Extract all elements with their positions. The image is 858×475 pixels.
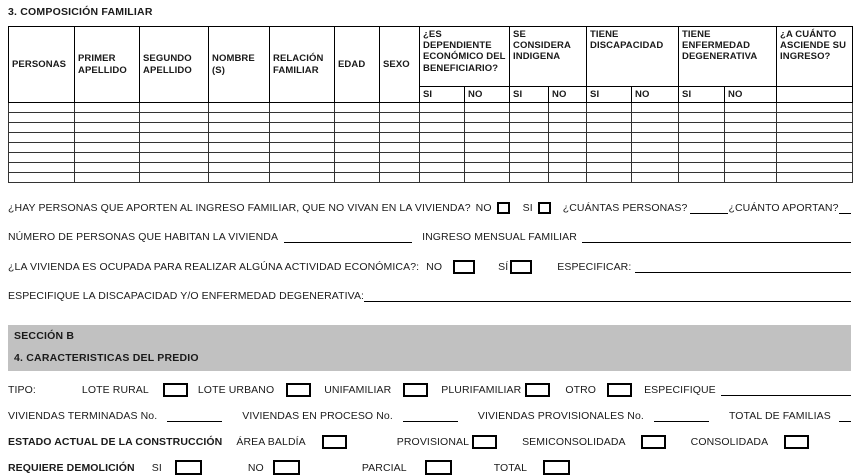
subheader-no: NO (549, 87, 587, 103)
table-cell[interactable] (9, 143, 75, 153)
col-header-ingreso: ¿A CUÁNTO ASCIENDE SU INGRESO? (777, 27, 853, 87)
table-cell[interactable] (75, 163, 140, 173)
demolicion-no-label: NO (247, 461, 264, 474)
table-empty-row (9, 123, 853, 133)
table-cell[interactable] (380, 103, 420, 113)
lote-rural-label: LOTE RURAL (81, 384, 149, 397)
input-line-total-familias[interactable] (839, 410, 851, 422)
table-cell[interactable] (510, 173, 549, 183)
table-empty-row (9, 173, 853, 183)
table-cell[interactable] (725, 143, 777, 153)
table-cell[interactable] (140, 133, 209, 143)
checkbox-aportan-no[interactable] (497, 202, 510, 214)
table-cell[interactable] (335, 143, 380, 153)
table-cell[interactable] (75, 113, 140, 123)
subheader-si: SI (510, 87, 549, 103)
unifamiliar-label: UNIFAMILIAR (324, 384, 392, 397)
especifique-label: ESPECIFIQUE (644, 384, 716, 397)
table-cell[interactable] (140, 163, 209, 173)
col-header-personas: PERSONAS (9, 27, 75, 103)
table-cell[interactable] (587, 173, 632, 183)
demolicion-parcial-label: PARCIAL (361, 461, 407, 474)
table-cell[interactable] (587, 163, 632, 173)
table-cell[interactable] (140, 153, 209, 163)
table-cell[interactable] (725, 173, 777, 183)
table-cell[interactable] (549, 133, 587, 143)
table-cell[interactable] (335, 173, 380, 183)
section-3-title: 3. COMPOSICIÓN FAMILIAR (8, 6, 153, 18)
tipo-label: TIPO: (8, 384, 36, 397)
requiere-demolicion-row (8, 460, 851, 475)
table-cell[interactable] (140, 173, 209, 183)
table-cell[interactable] (679, 113, 725, 123)
table-cell[interactable] (140, 123, 209, 133)
col-header-sexo: SEXO (380, 27, 420, 103)
table-cell[interactable] (465, 103, 510, 113)
table-cell[interactable] (335, 163, 380, 173)
table-cell[interactable] (380, 153, 420, 163)
table-cell[interactable] (270, 123, 335, 133)
table-cell[interactable] (75, 143, 140, 153)
table-cell[interactable] (777, 123, 853, 133)
table-cell[interactable] (140, 143, 209, 153)
table-cell[interactable] (465, 123, 510, 133)
table-cell[interactable] (420, 133, 465, 143)
table-cell[interactable] (380, 133, 420, 143)
section-b-band (8, 325, 851, 371)
table-cell[interactable] (679, 173, 725, 183)
question-actividad-label: ¿LA VIVIENDA ES OCUPADA PARA REALIZAR ALGÚNA ACTIVIDAD ECONÓMICA?: (8, 261, 420, 274)
table-cell[interactable] (679, 143, 725, 153)
table-cell[interactable] (9, 163, 75, 173)
col-header-primer-apellido: PRIMER APELLIDO (75, 27, 140, 103)
table-cell[interactable] (777, 163, 853, 173)
table-cell[interactable] (725, 113, 777, 123)
especifique-discapacidad-label: ESPECIFIQUE LA DISCAPACIDAD Y/O ENFERMEDAD DEGENERATIVA: (8, 290, 365, 303)
input-line-cuantas-personas[interactable] (690, 202, 728, 214)
question-discapacidad-row (8, 289, 851, 303)
table-cell[interactable] (549, 103, 587, 113)
col-header-se-considera-indigena: SE CONSIDERA INDIGENA (510, 27, 587, 87)
checkbox-semiconsolidada[interactable] (641, 435, 666, 449)
checkbox-aportan-si[interactable] (538, 202, 551, 214)
table-cell[interactable] (420, 123, 465, 133)
viviendas-provisionales-label: VIVIENDAS PROVISIONALES No. (477, 410, 644, 423)
table-cell[interactable] (679, 123, 725, 133)
checkbox-consolidada[interactable] (784, 435, 809, 449)
subheader-no: NO (725, 87, 777, 103)
table-cell[interactable] (209, 103, 270, 113)
area-baldia-label: ÁREA BALDÍA (236, 436, 306, 449)
checkbox-plurifamiliar[interactable] (525, 383, 550, 397)
table-cell[interactable] (549, 143, 587, 153)
demolicion-si-label: SI (151, 461, 162, 474)
table-empty-row (9, 133, 853, 143)
input-line-viviendas-proceso[interactable] (403, 410, 458, 422)
table-empty-row (9, 103, 853, 113)
col-header-tiene-discapacidad: TIENE DISCAPACIDAD (587, 27, 679, 87)
table-cell[interactable] (380, 163, 420, 173)
table-cell[interactable] (510, 103, 549, 113)
actividad-si-label: SÍ (498, 261, 509, 274)
table-cell[interactable] (632, 103, 679, 113)
question-actividad-row (8, 260, 851, 274)
table-cell[interactable] (465, 173, 510, 183)
table-cell[interactable] (420, 153, 465, 163)
input-line-cuanto-aportan[interactable] (839, 202, 851, 214)
checkbox-demolicion-parcial[interactable] (425, 460, 452, 475)
table-cell[interactable] (465, 153, 510, 163)
checkbox-demolicion-no[interactable] (273, 460, 300, 475)
checkbox-otro[interactable] (607, 383, 632, 397)
table-cell[interactable] (335, 123, 380, 133)
table-cell[interactable] (75, 133, 140, 143)
table-empty-row (9, 163, 853, 173)
subheader-si: SI (420, 87, 465, 103)
viviendas-proceso-label: VIVIENDAS EN PROCESO No. (242, 410, 393, 423)
cuantas-personas-label: ¿CUÁNTAS PERSONAS? (562, 202, 688, 215)
table-cell[interactable] (465, 143, 510, 153)
family-composition-table (8, 26, 853, 183)
table-cell[interactable] (465, 113, 510, 123)
checkbox-demolicion-si[interactable] (175, 460, 202, 475)
table-cell[interactable] (725, 133, 777, 143)
table-cell[interactable] (335, 133, 380, 143)
table-cell[interactable] (510, 113, 549, 123)
input-line-discapacidad[interactable] (364, 290, 851, 302)
table-cell[interactable] (335, 103, 380, 113)
checkbox-lote-rural[interactable] (163, 383, 188, 397)
table-cell[interactable] (9, 113, 75, 123)
table-cell[interactable] (587, 103, 632, 113)
total-familias-label: TOTAL DE FAMILIAS (728, 410, 831, 423)
col-header-nombres: NOMBRE (S) (209, 27, 270, 103)
table-cell[interactable] (632, 143, 679, 153)
table-cell[interactable] (549, 113, 587, 123)
table-cell[interactable] (587, 113, 632, 123)
checkbox-actividad-si[interactable] (510, 260, 532, 274)
table-cell[interactable] (9, 133, 75, 143)
tipo-row (8, 383, 851, 397)
checkbox-unifamiliar[interactable] (403, 383, 428, 397)
input-line-ingreso-mensual[interactable] (582, 231, 851, 243)
table-cell[interactable] (270, 143, 335, 153)
table-cell[interactable] (209, 163, 270, 173)
table-cell[interactable] (75, 173, 140, 183)
requiere-demolicion-label: REQUIERE DEMOLICIÓN (8, 461, 135, 474)
table-cell[interactable] (510, 133, 549, 143)
table-cell[interactable] (777, 103, 853, 113)
table-cell[interactable] (679, 153, 725, 163)
table-cell[interactable] (9, 173, 75, 183)
table-cell[interactable] (510, 123, 549, 133)
table-cell[interactable] (140, 103, 209, 113)
input-line-numero-personas[interactable] (284, 231, 412, 243)
table-cell[interactable] (587, 123, 632, 133)
table-cell[interactable] (632, 173, 679, 183)
table-cell[interactable] (777, 153, 853, 163)
col-header-dependiente-economico: ¿ES DEPENDIENTE ECONÓMICO DEL BENEFICIARIO? (420, 27, 510, 87)
col-header-segundo-apellido: SEGUNDO APELLIDO (140, 27, 209, 103)
checkbox-provisional[interactable] (472, 435, 497, 449)
table-cell[interactable] (549, 163, 587, 173)
table-cell[interactable] (270, 153, 335, 163)
table-cell[interactable] (465, 133, 510, 143)
table-cell[interactable] (270, 103, 335, 113)
subheader-ingreso-empty (777, 87, 853, 103)
table-cell[interactable] (632, 153, 679, 163)
subheader-si: SI (679, 87, 725, 103)
lote-urbano-label: LOTE URBANO (197, 384, 275, 397)
table-cell[interactable] (209, 113, 270, 123)
table-cell[interactable] (270, 113, 335, 123)
table-cell[interactable] (9, 153, 75, 163)
section-4-title: 4. CARACTERISTICAS DEL PREDIO (14, 352, 199, 365)
table-cell[interactable] (679, 163, 725, 173)
table-cell[interactable] (380, 113, 420, 123)
table-cell[interactable] (632, 163, 679, 173)
table-cell[interactable] (420, 143, 465, 153)
table-cell[interactable] (209, 123, 270, 133)
table-cell[interactable] (75, 123, 140, 133)
table-cell[interactable] (209, 143, 270, 153)
checkbox-lote-urbano[interactable] (286, 383, 311, 397)
table-cell[interactable] (465, 163, 510, 173)
table-cell[interactable] (725, 163, 777, 173)
actividad-no-label: NO (426, 261, 443, 274)
semiconsolidada-label: SEMICONSOLIDADA (522, 436, 626, 449)
table-cell[interactable] (510, 153, 549, 163)
especificar-label: ESPECIFICAR: (557, 261, 632, 274)
question-aportan-label: ¿HAY PERSONAS QUE APORTEN AL INGRESO FAMILIAR, QUE NO VIVAN EN LA VIVIENDA? (8, 202, 471, 215)
provisional-label: PROVISIONAL (396, 436, 470, 449)
demolicion-total-label: TOTAL (493, 461, 528, 474)
subheader-no: NO (632, 87, 679, 103)
table-cell[interactable] (270, 173, 335, 183)
table-cell[interactable] (725, 153, 777, 163)
table-cell[interactable] (777, 173, 853, 183)
input-line-viviendas-provisionales[interactable] (654, 410, 709, 422)
otro-label: OTRO (565, 384, 597, 397)
ingreso-mensual-label: INGRESO MENSUAL FAMILIAR (422, 231, 577, 244)
col-header-edad: EDAD (335, 27, 380, 103)
section-b-title: SECCIÓN B (14, 330, 75, 343)
table-empty-row (9, 113, 853, 123)
subheader-no: NO (465, 87, 510, 103)
table-cell[interactable] (75, 103, 140, 113)
table-cell[interactable] (209, 153, 270, 163)
aportan-no-label: NO (475, 202, 492, 215)
viviendas-terminadas-label: VIVIENDAS TERMINADAS No. (8, 410, 158, 423)
table-cell[interactable] (587, 133, 632, 143)
viviendas-row (8, 409, 851, 423)
table-empty-row (9, 143, 853, 153)
checkbox-demolicion-total[interactable] (543, 460, 570, 475)
table-cell[interactable] (777, 143, 853, 153)
plurifamiliar-label: PLURIFAMILIAR (441, 384, 522, 397)
table-cell[interactable] (140, 113, 209, 123)
table-cell[interactable] (549, 153, 587, 163)
checkbox-actividad-no[interactable] (453, 260, 475, 274)
table-cell[interactable] (380, 143, 420, 153)
table-cell[interactable] (632, 133, 679, 143)
table-cell[interactable] (335, 153, 380, 163)
checkbox-area-baldia[interactable] (322, 435, 347, 449)
table-cell[interactable] (380, 173, 420, 183)
table-cell[interactable] (209, 173, 270, 183)
table-cell[interactable] (420, 173, 465, 183)
input-line-tipo-especifique[interactable] (721, 384, 851, 396)
table-cell[interactable] (420, 163, 465, 173)
table-cell[interactable] (549, 173, 587, 183)
estado-construccion-label: ESTADO ACTUAL DE LA CONSTRUCCIÓN (8, 436, 223, 449)
table-cell[interactable] (335, 113, 380, 123)
table-cell[interactable] (632, 123, 679, 133)
table-cell[interactable] (777, 113, 853, 123)
table-cell[interactable] (270, 133, 335, 143)
question-habitan-row (8, 230, 851, 244)
table-cell[interactable] (420, 113, 465, 123)
table-cell[interactable] (679, 103, 725, 113)
table-cell[interactable] (9, 103, 75, 113)
table-cell[interactable] (587, 153, 632, 163)
table-cell[interactable] (632, 113, 679, 123)
numero-personas-label: NÚMERO DE PERSONAS QUE HABITAN LA VIVIENDA (8, 231, 279, 244)
aportan-si-label: SI (522, 202, 533, 215)
table-cell[interactable] (270, 163, 335, 173)
subheader-si: SI (587, 87, 632, 103)
input-line-especificar[interactable] (635, 261, 851, 273)
input-line-viviendas-terminadas[interactable] (167, 410, 222, 422)
estado-construccion-row (8, 435, 851, 449)
table-empty-row (9, 153, 853, 163)
table-cell[interactable] (510, 163, 549, 173)
table-cell[interactable] (510, 143, 549, 153)
consolidada-label: CONSOLIDADA (690, 436, 769, 449)
table-cell[interactable] (209, 133, 270, 143)
table-cell[interactable] (587, 143, 632, 153)
col-header-relacion-familiar: RELACIÓN FAMILIAR (270, 27, 335, 103)
table-cell[interactable] (725, 123, 777, 133)
table-cell[interactable] (380, 123, 420, 133)
col-header-enfermedad-degenerativa: TIENE ENFERMEDAD DEGENERATIVA (679, 27, 777, 87)
table-cell[interactable] (679, 133, 725, 143)
table-cell[interactable] (777, 133, 853, 143)
table-cell[interactable] (420, 103, 465, 113)
cuanto-aportan-label: ¿CUÁNTO APORTAN? (728, 202, 839, 215)
table-cell[interactable] (549, 123, 587, 133)
table-cell[interactable] (9, 123, 75, 133)
table-cell[interactable] (725, 103, 777, 113)
question-aportan-row (8, 201, 851, 215)
table-cell[interactable] (75, 153, 140, 163)
